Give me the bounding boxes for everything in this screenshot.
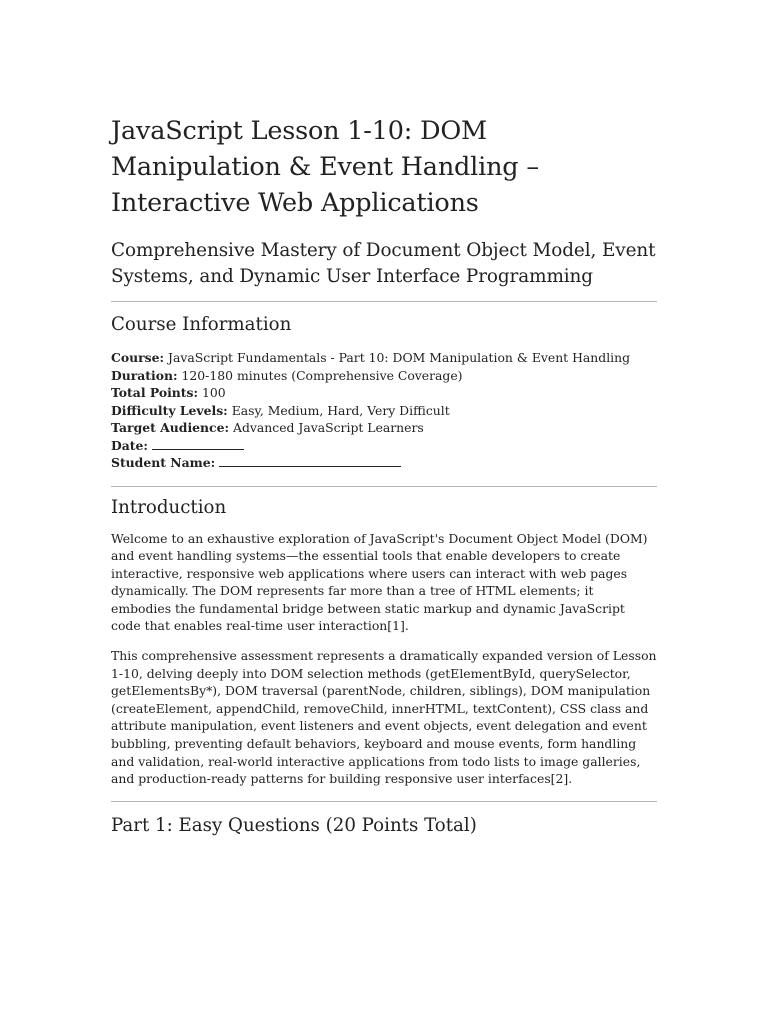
date-blank-line[interactable] xyxy=(152,437,244,450)
document-title: JavaScript Lesson 1-10: DOM Manipulation & Event Handling – Interactive Web Applications xyxy=(111,116,539,218)
info-row-difficulty xyxy=(111,402,657,420)
part1-heading: Part 1: Easy Questions (20 Points Total) xyxy=(111,814,477,836)
introduction-heading: Introduction xyxy=(111,496,227,518)
course-information-heading: Course Information xyxy=(111,314,292,335)
student-name-blank-line[interactable] xyxy=(219,454,401,467)
info-label: Total Points: xyxy=(111,385,199,400)
introduction-paragraph: Welcome to an exhaustive exploration of JavaScript's Document Object Model (DOM) and event handling systems—the essential tools that enable developers to create interactive, responsive web applications where users can interact with web pages dynamically. The DOM represents far more than a tree of HTML elements; it embodies the fundamental bridge between static markup and dynamic JavaScript code that enables real-time user interaction[1]. xyxy=(111,530,648,634)
section-divider xyxy=(111,301,657,302)
date-label: Date: xyxy=(111,437,148,453)
info-value: 120-180 minutes (Comprehensive Coverage) xyxy=(177,367,463,383)
info-value: 100 xyxy=(198,385,226,400)
info-label: Course: xyxy=(111,350,165,365)
info-value: JavaScript Fundamentals - Part 10: DOM Manipulation & Event Handling xyxy=(164,350,631,365)
info-label: Duration: xyxy=(111,367,178,383)
document-subtitle: Comprehensive Mastery of Document Object Model, Event Systems, and Dynamic User Interface Programming xyxy=(111,240,656,287)
student-name-label: Student Name: xyxy=(111,455,216,470)
info-row-audience xyxy=(111,419,657,437)
info-label: Difficulty Levels: xyxy=(111,402,228,418)
info-value: Advanced JavaScript Learners xyxy=(229,420,424,435)
info-row-duration xyxy=(111,367,657,385)
info-row-date xyxy=(111,437,657,455)
introduction-paragraph: This comprehensive assessment represents a dramatically expanded version of Lesson 1-10, delving deeply into DOM selection methods (getElementById, querySelector, getElementsBy*), DOM traversal (parentNode, children, siblings), DOM manipulation (createElement, appendChild, removeChild, innerHTML, textContent), CSS class and attribute manipulation, event listeners and event objects, event delegation and event bubbling, preventing default behaviors, keyboard and mouse events, form handling and validation, real-world interactive applications from todo lists to image galleries, and production-ready patterns for building responsive user interfaces[2]. xyxy=(111,648,657,787)
info-row-course xyxy=(111,349,657,367)
info-row-student-name xyxy=(111,454,657,472)
course-information-list xyxy=(111,349,657,472)
section-divider xyxy=(111,486,657,487)
section-divider xyxy=(111,801,657,802)
info-value: Easy, Medium, Hard, Very Difficult xyxy=(227,402,450,418)
info-row-total-points xyxy=(111,384,657,402)
info-label: Target Audience: xyxy=(111,420,230,435)
